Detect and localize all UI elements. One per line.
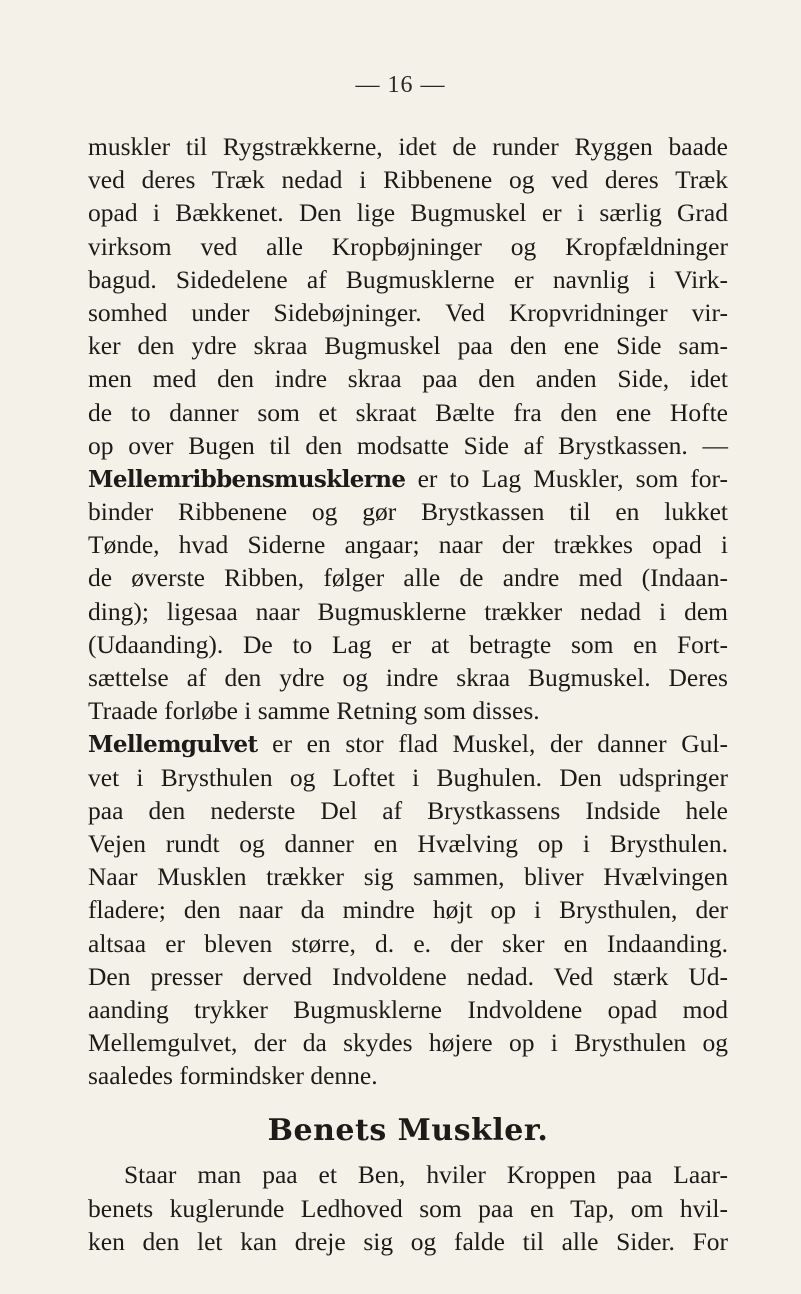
text-line: fladere; den naar da mindre højt op i Brysthulen, der	[88, 895, 728, 925]
page-number: — 16 —	[355, 72, 446, 98]
text-line: bagud. Sidedelene af Bugmusklerne er navnlig i Virk-	[88, 264, 728, 294]
paragraph-abdominal-muscles	[88, 130, 728, 462]
first-line-rest: er to Lag Muskler, som for-	[405, 463, 728, 493]
text-line: Den presser derved Indvoldene nedad. Ved stærk Ud-	[88, 961, 728, 991]
text-line: Traade forløbe i samme Retning som disses.	[88, 696, 540, 726]
paragraph-intercostal-muscles	[88, 462, 728, 728]
text-line: ding); ligesaa naar Bugmusklerne trækker nedad i dem	[88, 596, 728, 626]
text-line: muskler til Rygstrækkerne, idet de runder Ryggen baade	[88, 132, 728, 161]
text-line: ken den let kan dreje sig og falde til alle Sider. For	[88, 1226, 728, 1256]
paragraph-first-line	[88, 727, 728, 760]
text-line: benets kuglerunde Ledhoved som paa en Tap, om hvil-	[88, 1193, 728, 1223]
paragraph-leg-muscles	[88, 1158, 728, 1258]
paragraph-diaphragm	[88, 727, 728, 1092]
first-line-rest: er en stor flad Muskel, der danner Gul-	[257, 729, 728, 759]
text-line: men med den indre skraa paa den anden Side, idet	[88, 364, 728, 394]
text-line: saaledes formindsker denne.	[88, 1061, 378, 1091]
text-line: op over Bugen til den modsatte Side af Brystkassen. —	[88, 430, 728, 460]
text-line: Naar Musklen trækker sig sammen, bliver Hvælvingen	[88, 862, 728, 892]
text-line: (Udaanding). De to Lag er at betragte som en Fort-	[88, 629, 728, 659]
text-line: opad i Bækkenet. Den lige Bugmuskel er i særlig Grad	[88, 198, 728, 228]
page-text	[88, 130, 728, 1258]
term-mellemribbensmusklerne: Mellemribbensmusklerne	[88, 465, 406, 493]
text-line: Staar man paa et Ben, hviler Kroppen paa Laar-	[124, 1160, 728, 1190]
text-line: Vejen rundt og danner en Hvælving op i Brysthulen.	[88, 828, 728, 858]
text-line: Mellemgulvet, der da skydes højere op i Brysthulen og	[88, 1028, 728, 1058]
text-line: de øverste Ribben, følger alle de andre med (Indaan-	[88, 563, 728, 593]
text-line: binder Ribbenene og gør Brystkassen til en lukket	[88, 497, 728, 527]
text-line: Tønde, hvad Siderne angaar; naar der trækkes opad i	[88, 530, 728, 560]
text-line: altsaa er bleven større, d. e. der sker en Indaanding.	[88, 928, 728, 958]
term-mellemgulvet: Mellemgulvet	[88, 731, 258, 759]
text-line: somhed under Sidebøjninger. Ved Kropvridninger vir-	[88, 297, 728, 327]
section-heading: Benets Muskler.	[267, 1113, 549, 1149]
text-line: paa den nederste Del af Brystkassens Indside hele	[88, 795, 728, 825]
text-line: vet i Brysthulen og Loftet i Bughulen. Den udspringer	[88, 762, 728, 792]
text-line: ved deres Træk nedad i Ribbenene og ved deres Træk	[88, 165, 728, 195]
text-line: de to danner som et skraat Bælte fra den ene Hofte	[88, 397, 728, 427]
text-line: sættelse af den ydre og indre skraa Bugmuskel. Deres	[88, 663, 728, 692]
text-line: virksom ved alle Kropbøjninger og Kropfældninger	[88, 231, 728, 261]
text-line: ker den ydre skraa Bugmuskel paa den ene Side sam-	[88, 331, 728, 361]
paragraph-first-line	[88, 462, 728, 495]
text-line: aanding trykker Bugmusklerne Indvoldene opad mod	[88, 994, 728, 1024]
